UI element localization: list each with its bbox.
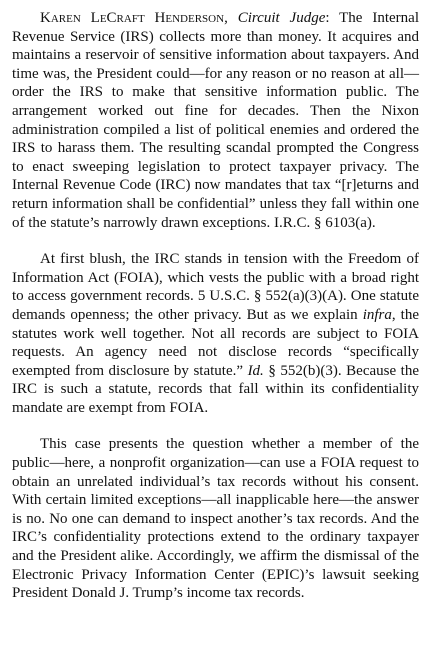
paragraph-3-text: This case presents the question whether a member of the public—here, a nonprofit organization—can use a FOIA request to obtain an unrelated individual’s tax records without his consent. With certain limited exceptions—all inapplicable here—the answer is no. No one can demand to inspect another’s tax records. And the IRC’s confidentiality protections extend to the ordinary taxpayer and the President alike. Accordingly, we affirm the dismissal of the Electronic Privacy Information Center (EPIC)’s lawsuit seeking President Donald J. Trump’s income tax records. <box>12 436 419 602</box>
paragraph-1-text: : The Internal Revenue Service (IRS) collects more than money. It acquires and maintains a reservoir of sensitive information about taxpayers. And time was, the President could—for any reason or no reason at all—order the IRS to make that sensitive information public. The arrangement worked out fine for decades. Then the Nixon administration compiled a list of political enemies and ordered the IRS to harass them. The resulting scandal prompted the Congress to enact sweeping legislation to protect taxpayer privacy. The Internal Revenue Code (IRC) now mandates that tax “[r]eturns and return information shall be confidential” unless they fall within one of the statute’s narrowly drawn exceptions. I.R.C. § 6103(a). <box>12 10 419 231</box>
id-citation: Id. <box>247 362 264 379</box>
paragraph-2-text-a: At first blush, the IRC stands in tension with the Freedom of Information Act (FOIA), which vests the public with a broad right to access government records. 5 U.S.C. § 552(a)(3)(A). One statute demands openness; the other privacy. But as we explain <box>12 251 419 323</box>
paragraph-2 <box>12 250 419 417</box>
paragraph-2-text-b: , the statutes work well together. Not all records are subject to FOIA requests. An agency need not disclose records “specifically exempted from disclosure by statute.” <box>12 306 420 379</box>
paragraph-1: Karen LeCraft Henderson, Circuit Judge: The Internal Revenue Service (IRS) collects more than money. It acquires and maintains a reservoir of sensitive information about taxpayers. And time was, the President could—for any reason or no reason at all—order the IRS to make that sensitive information public. The arrangement worked out fine for decades. Then the Nixon administration compiled a list of political enemies and ordered the IRS to harass them. The resulting scandal prompted the Congress to enact sweeping legislation to protect taxpayer privacy. The Internal Revenue Code (IRC) now mandates that tax “[r]eturns and return information shall be confidential” unless they fall within one of the statute’s narrowly drawn exceptions. I.R.C. § 6103(a). <box>12 10 419 231</box>
judge-title: Circuit Judge <box>237 10 326 26</box>
judge-name: Karen LeCraft Henderson <box>40 10 225 26</box>
infra-italic: infra <box>362 306 392 323</box>
paragraph-3 <box>12 435 419 602</box>
paragraph-2-text-c: § 552(b)(3). Because the IRC is such a statute, records that fall within its confidentiality mandate are exempt from FOIA. <box>12 362 420 416</box>
